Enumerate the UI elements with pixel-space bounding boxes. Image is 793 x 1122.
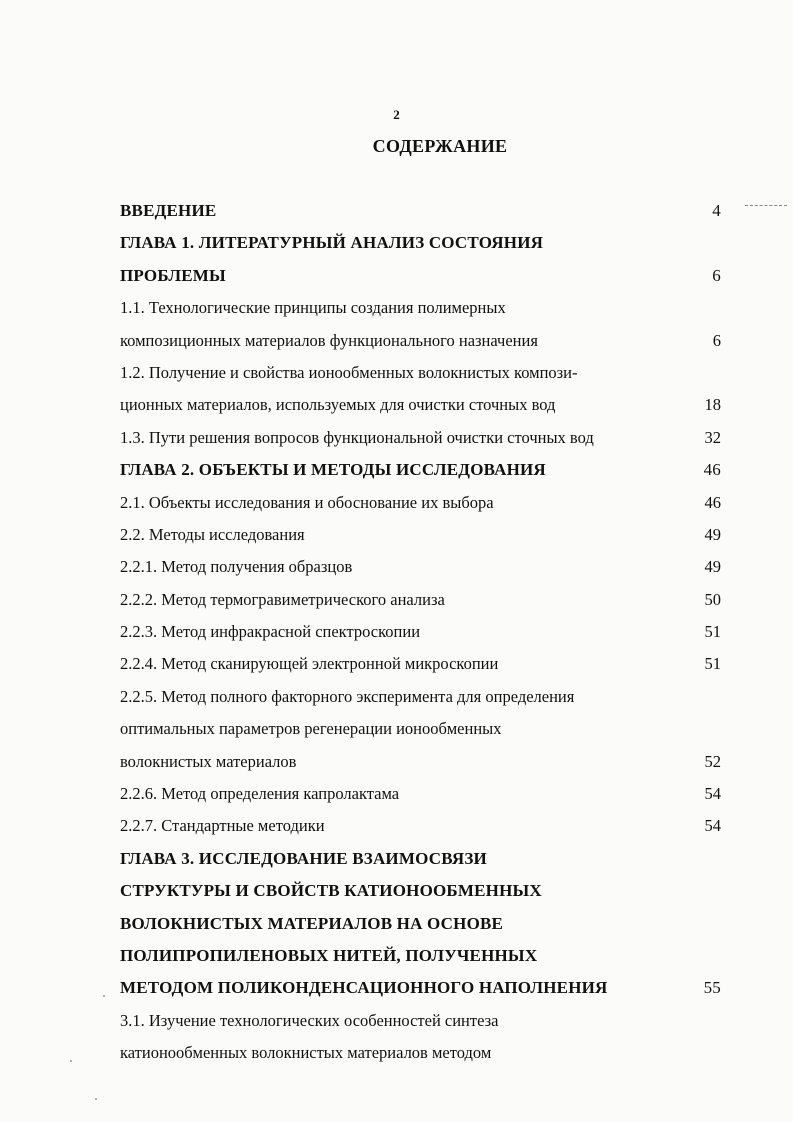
- toc-entry-row[interactable]: [120, 325, 735, 357]
- toc-chapter-row[interactable]: [120, 875, 735, 907]
- scan-speck: [70, 1060, 72, 1062]
- toc-page-number: 52: [704, 751, 721, 771]
- toc-entry-title: 2.2. Методы исследования: [120, 524, 305, 544]
- toc-entry-title: ГЛАВА 3. ИССЛЕДОВАНИЕ ВЗАИМОСВЯЗИ: [120, 848, 487, 868]
- toc-entry-row[interactable]: [120, 487, 735, 519]
- toc-entry-title: 1.3. Пути решения вопросов функциональной очистки сточных вод: [120, 427, 594, 447]
- toc-entry-title: ГЛАВА 1. ЛИТЕРАТУРНЫЙ АНАЛИЗ СОСТОЯНИЯ: [120, 233, 544, 253]
- toc-page-number: 54: [704, 784, 721, 804]
- toc-chapter-row[interactable]: [120, 908, 735, 940]
- toc-chapter-row[interactable]: [120, 260, 735, 292]
- toc-page-number: 49: [704, 524, 721, 544]
- toc-entry-row[interactable]: [120, 713, 735, 745]
- toc-entry-row[interactable]: [120, 778, 735, 810]
- toc-entry-title: ГЛАВА 2. ОБЪЕКТЫ И МЕТОДЫ ИССЛЕДОВАНИЯ: [120, 460, 546, 480]
- toc-entry-title: ПРОБЛЕМЫ: [120, 265, 226, 285]
- toc-entry-title: 2.2.5. Метод полного факторного эксперимента для определения: [120, 686, 575, 706]
- toc-entry-row[interactable]: [120, 519, 735, 551]
- toc-entry-row[interactable]: [120, 681, 735, 713]
- toc-chapter-row[interactable]: [120, 227, 735, 259]
- toc-entry-title: 3.1. Изучение технологических особенностей синтеза: [120, 1010, 499, 1030]
- toc-entry-row[interactable]: [120, 292, 735, 324]
- scan-artifact-dash: [745, 205, 787, 207]
- toc-page-number: 46: [704, 492, 721, 512]
- toc-entry-title: 1.2. Получение и свойства ионообменных волокнистых компози-: [120, 362, 578, 382]
- toc-entry-title: 2.2.6. Метод определения капролактама: [120, 784, 400, 804]
- toc-entry-row[interactable]: [120, 616, 735, 648]
- toc-page-number: 6: [712, 330, 721, 350]
- toc-entry-row[interactable]: [120, 389, 735, 421]
- toc-page-number: 50: [704, 589, 721, 609]
- toc-page-number: 54: [704, 816, 721, 836]
- toc-page-number: 32: [704, 427, 721, 447]
- toc-entry-title: ПОЛИПРОПИЛЕНОВЫХ НИТЕЙ, ПОЛУЧЕННЫХ: [120, 945, 538, 965]
- toc-page-number: 46: [703, 460, 721, 480]
- toc-entry-title: 2.2.3. Метод инфракрасной спектроскопии: [120, 622, 421, 642]
- scan-speck: [95, 1098, 97, 1100]
- toc-entry-title: 1.1. Технологические принципы создания полимерных: [120, 298, 506, 318]
- toc-entry-title: композиционных материалов функционального назначения: [120, 330, 538, 350]
- toc-entry-row[interactable]: [120, 1037, 735, 1069]
- toc-chapter-row[interactable]: [120, 195, 735, 227]
- toc-entry-title: ционных материалов, используемых для очистки сточных вод: [120, 395, 556, 415]
- toc-page-number: 18: [704, 395, 721, 415]
- toc-entry-title: МЕТОДОМ ПОЛИКОНДЕНСАЦИОННОГО НАПОЛНЕНИЯ: [120, 978, 608, 998]
- toc-entry-title: волокнистых материалов: [120, 751, 297, 771]
- scan-speck: [103, 995, 105, 997]
- toc-entry-title: 2.2.7. Стандартные методики: [120, 816, 325, 836]
- table-of-contents: [120, 195, 735, 1070]
- toc-entry-title: ВОЛОКНИСТЫХ МАТЕРИАЛОВ НА ОСНОВЕ: [120, 913, 504, 933]
- toc-entry-title: 2.2.1. Метод получения образцов: [120, 557, 353, 577]
- toc-entry-title: оптимальных параметров регенерации ионообменных: [120, 719, 502, 739]
- toc-entry-title: 2.1. Объекты исследования и обоснование их выбора: [120, 492, 494, 512]
- page-title: СОДЕРЖАНИЕ: [372, 136, 508, 156]
- toc-entry-title: 2.2.4. Метод сканирующей электронной микроскопии: [120, 654, 499, 674]
- toc-chapter-row[interactable]: [120, 454, 735, 486]
- toc-entry-row[interactable]: [120, 1005, 735, 1037]
- toc-entry-row[interactable]: [120, 551, 735, 583]
- toc-entry-row[interactable]: [120, 584, 735, 616]
- toc-chapter-row[interactable]: [120, 972, 735, 1004]
- toc-entry-row[interactable]: [120, 746, 735, 778]
- toc-page-number: 51: [704, 654, 721, 674]
- toc-chapter-row[interactable]: [120, 843, 735, 875]
- toc-page-number: 51: [704, 622, 721, 642]
- toc-page-number: 55: [703, 978, 721, 998]
- toc-entry-title: 2.2.2. Метод термогравиметрического анализа: [120, 589, 445, 609]
- toc-entry-row[interactable]: [120, 422, 735, 454]
- toc-entry-row[interactable]: [120, 357, 735, 389]
- toc-entry-row[interactable]: [120, 810, 735, 842]
- toc-entry-row[interactable]: [120, 648, 735, 680]
- toc-page-number: 6: [712, 265, 721, 285]
- toc-entry-title: катионообменных волокнистых материалов методом: [120, 1043, 492, 1063]
- toc-entry-title: СТРУКТУРЫ И СВОЙСТВ КАТИОНООБМЕННЫХ: [120, 881, 542, 901]
- toc-entry-title: ВВЕДЕНИЕ: [120, 201, 217, 220]
- toc-page-number: 4: [712, 201, 721, 220]
- toc-page-number: 49: [704, 557, 721, 577]
- page-number: 2: [393, 107, 400, 122]
- toc-chapter-row[interactable]: [120, 940, 735, 972]
